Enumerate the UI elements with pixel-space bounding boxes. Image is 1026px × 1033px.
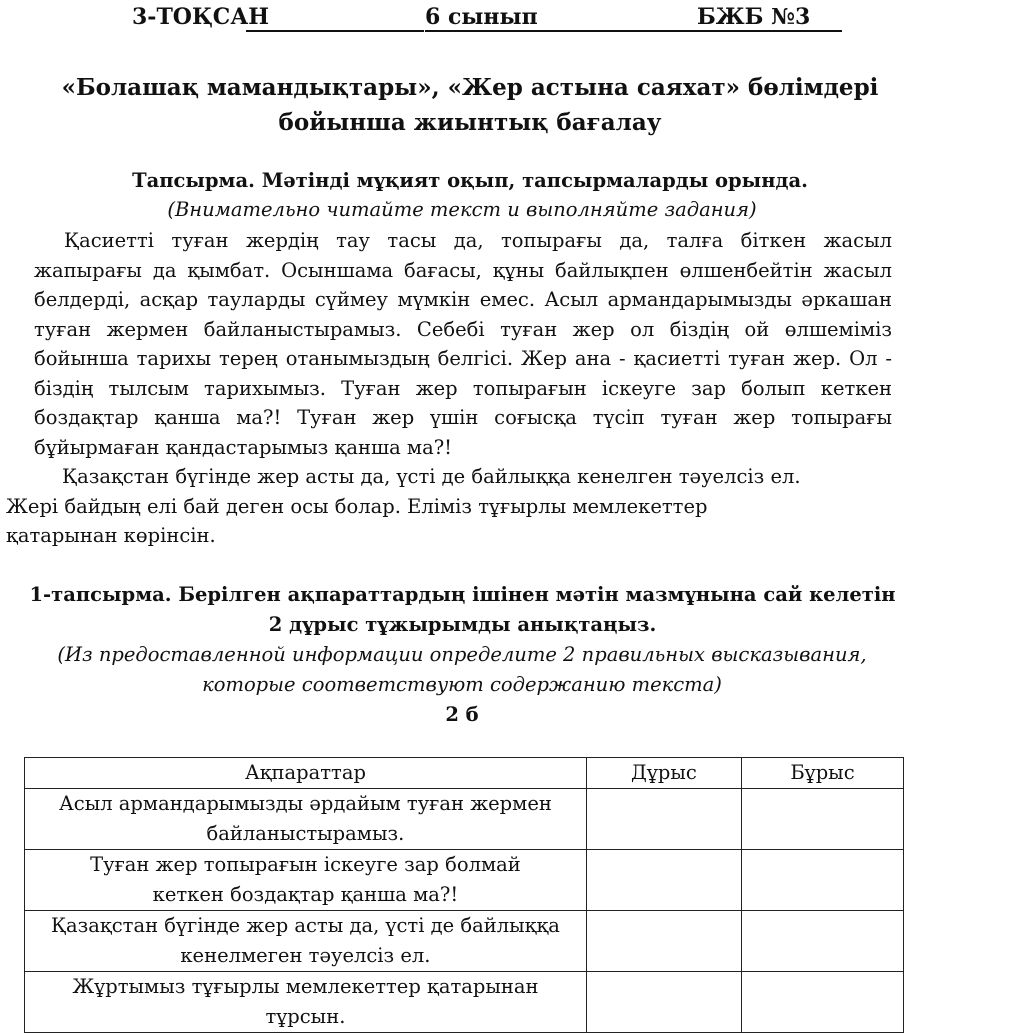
true-answer-cell[interactable] (586, 850, 741, 911)
task1-russian (20, 640, 904, 700)
statement-cell: Жұртымыз тұғырлы мемлекеттер қатарынан тұрсын. (25, 972, 587, 1033)
document-title (20, 70, 920, 140)
task1-russian-line: которые соответствуют содержанию текста) (202, 673, 722, 696)
task1-russian-line: (Из предоставленной информации определите 2 правильных высказывания, (57, 643, 867, 666)
document-header (0, 4, 1026, 34)
table-row (25, 972, 904, 1033)
table-row (25, 789, 904, 850)
table-row (25, 911, 904, 972)
passage-line: Қазақстан бүгінде жер асты да, үсті де байлыққа кенелген тәуелсіз ел. (62, 465, 801, 488)
grade-label: 6 сынып (425, 4, 538, 30)
task1-line: 1-тапсырма. Берілген ақпараттардың ішінен мәтін мазмұнына сай келетін (29, 583, 896, 606)
header-underline (246, 30, 424, 32)
column-header-false: Бұрыс (741, 758, 903, 789)
table-header-row (25, 758, 904, 789)
table-row (25, 850, 904, 911)
true-answer-cell[interactable] (586, 789, 741, 850)
statement-cell: Туған жер топырағын іскеуге зар болмай кеткен боздақтар қанша ма?! (25, 850, 587, 911)
passage-paragraph (6, 462, 892, 551)
statement-cell: Асыл армандарымызды әрдайым туған жермен байланыстырамыз. (25, 789, 587, 850)
passage-line: қатарынан көрінсін. (6, 524, 216, 547)
false-answer-cell[interactable] (741, 911, 903, 972)
false-answer-cell[interactable] (741, 972, 903, 1033)
assessment-label: БЖБ №3 (697, 4, 811, 30)
false-answer-cell[interactable] (741, 789, 903, 850)
quarter-label: 3-ТОҚСАН (132, 4, 270, 30)
true-answer-cell[interactable] (586, 972, 741, 1033)
header-underline (537, 30, 697, 32)
passage-paragraph: Қасиетті туған жердің тау тасы да, топырағы да, талға біткен жасыл жапырағы да қымбат. Осыншама бағасы, құны байлықпен өлшенбейтін жасыл белдерді, асқар тауларды сүймеу мүмкін емес. Асыл армандарымызды әркашан туған жермен байланыстырамыз. Себебі туған жер ол біздің ой өлшеміміз бойынша тарихы терең отанымыздың белгісі. Жер ана - қасиетті туған жер. Ол - біздің тылсым тарихымыз. Туған жер топырағын іскеуге зар болып кеткен боздақтар қанша ма?! Туған жер үшін соғысқа түсіп туған жер топырағы бұйырмаған қандастарымыз қанша ма?! (34, 229, 892, 459)
title-line: бойынша жиынтық бағалау (278, 109, 662, 136)
true-answer-cell[interactable] (586, 911, 741, 972)
column-header-true: Дұрыс (586, 758, 741, 789)
statement-cell: Қазақстан бүгінде жер асты да, үсті де байлыққа кенелмеген тәуелсіз ел. (25, 911, 587, 972)
false-answer-cell[interactable] (741, 850, 903, 911)
answer-table (24, 757, 904, 1033)
header-underline (697, 30, 842, 32)
column-header-statements: Ақпараттар (25, 758, 587, 789)
task1-line: 2 дұрыс тұжырымды анықтаңыз. (268, 613, 657, 636)
task1-heading (10, 580, 915, 640)
task1-points: 2 б (445, 703, 479, 726)
task-heading-russian: (Внимательно читайте текст и выполняйте задания) (167, 198, 757, 221)
header-underline (425, 30, 537, 32)
passage-line: Жері байдың елі бай деген осы болар. Еліміз тұғырлы мемлекеттер (6, 494, 708, 518)
task-heading: Тапсырма. Мәтінді мұқият оқып, тапсырмаларды орында. (132, 169, 808, 192)
title-line: «Болашақ мамандықтары», «Жер астына саяхат» бөлімдері (61, 74, 879, 101)
reading-passage (6, 226, 892, 551)
